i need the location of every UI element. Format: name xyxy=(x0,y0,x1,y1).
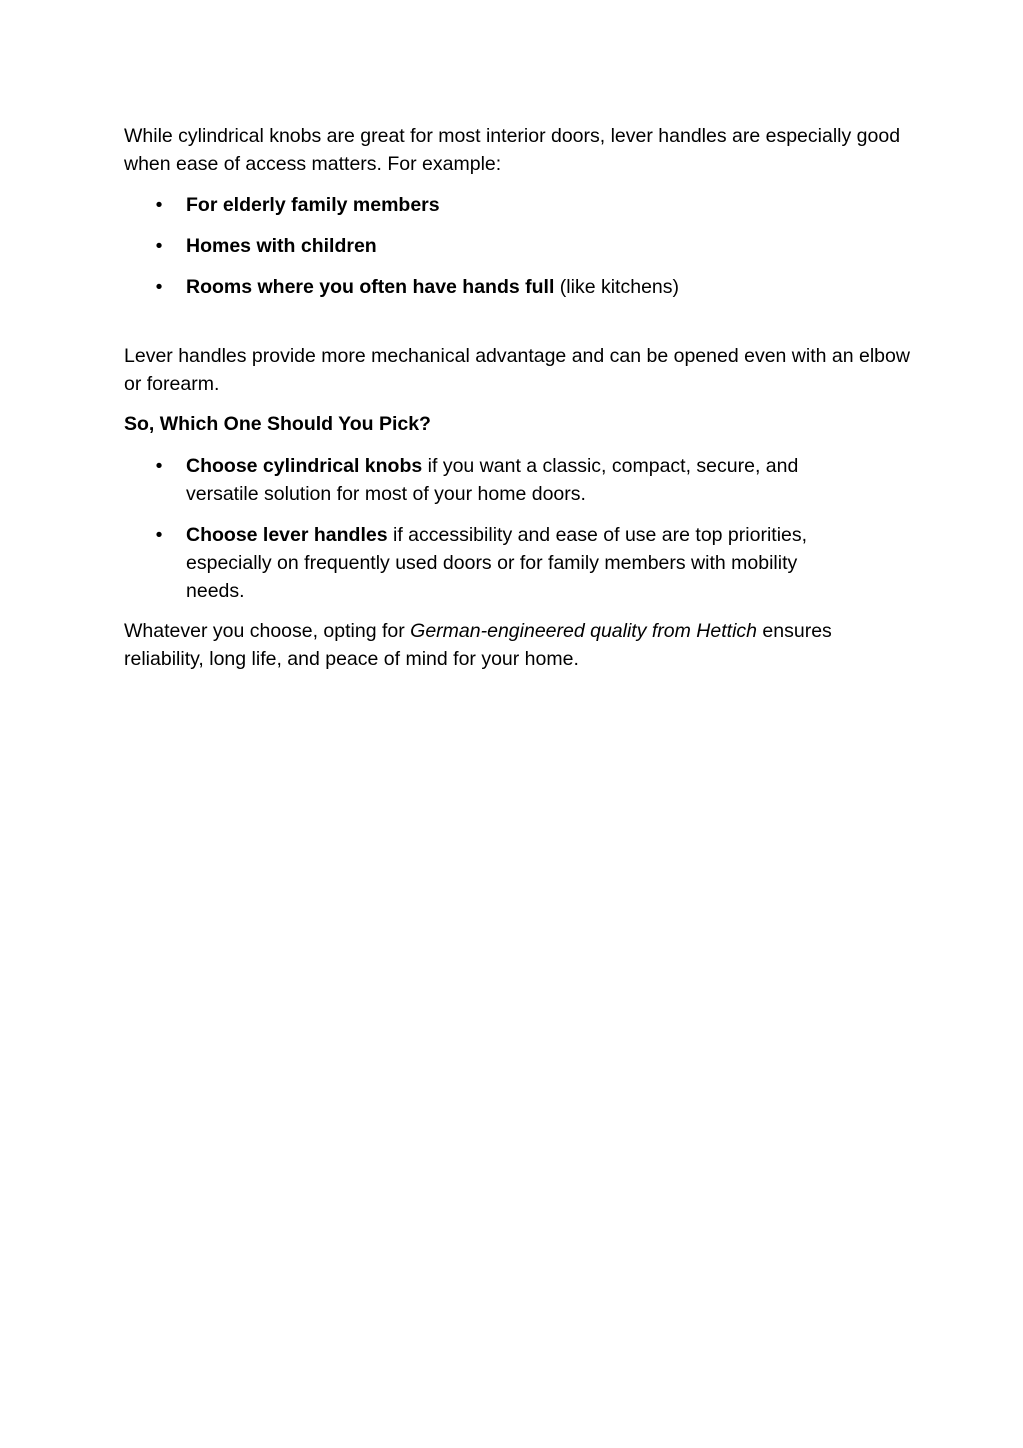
list-item-bold: Choose cylindrical knobs xyxy=(186,455,423,477)
bullet-icon: • xyxy=(155,524,163,546)
list-item-text: (like kitchens) xyxy=(554,276,680,298)
list-item-bold: Choose lever handles xyxy=(186,524,388,546)
closing-paragraph xyxy=(124,617,914,673)
list-item xyxy=(124,191,914,219)
list-item-text: if accessibility and ease of use are top priorities, especially on frequently used doors or for family members with mobility needs. xyxy=(186,524,808,602)
bullet-icon: • xyxy=(155,455,163,477)
list-item xyxy=(124,232,914,260)
bullet-icon: • xyxy=(155,276,163,298)
bullet-icon: • xyxy=(155,235,163,257)
list-item-text: if you want a classic, compact, secure, and versatile solution for most of your home doors. xyxy=(186,455,799,505)
lever-paragraph: Lever handles provide more mechanical advantage and can be opened even with an elbow or forearm. xyxy=(124,345,910,395)
intro-paragraph: While cylindrical knobs are great for most interior doors, lever handles are especially good when ease of access matters. For example: xyxy=(124,125,901,175)
section-heading: So, Which One Should You Pick? xyxy=(124,413,431,435)
list-item-bold: Homes with children xyxy=(186,235,377,257)
closing-text-start: Whatever you choose, opting for xyxy=(124,620,411,642)
list-item xyxy=(124,521,914,605)
closing-text-end: ensures reliability, long life, and peace of mind for your home. xyxy=(124,620,832,670)
recommendation-list xyxy=(124,452,914,605)
list-item-bold: Rooms where you often have hands full xyxy=(186,276,555,298)
list-item xyxy=(124,273,914,301)
bullet-icon: • xyxy=(155,194,163,216)
closing-italic-text: German-engineered quality from Hettich xyxy=(410,620,758,642)
list-item-bold: For elderly family members xyxy=(186,194,440,216)
list-item xyxy=(124,452,914,508)
access-list xyxy=(124,191,914,301)
